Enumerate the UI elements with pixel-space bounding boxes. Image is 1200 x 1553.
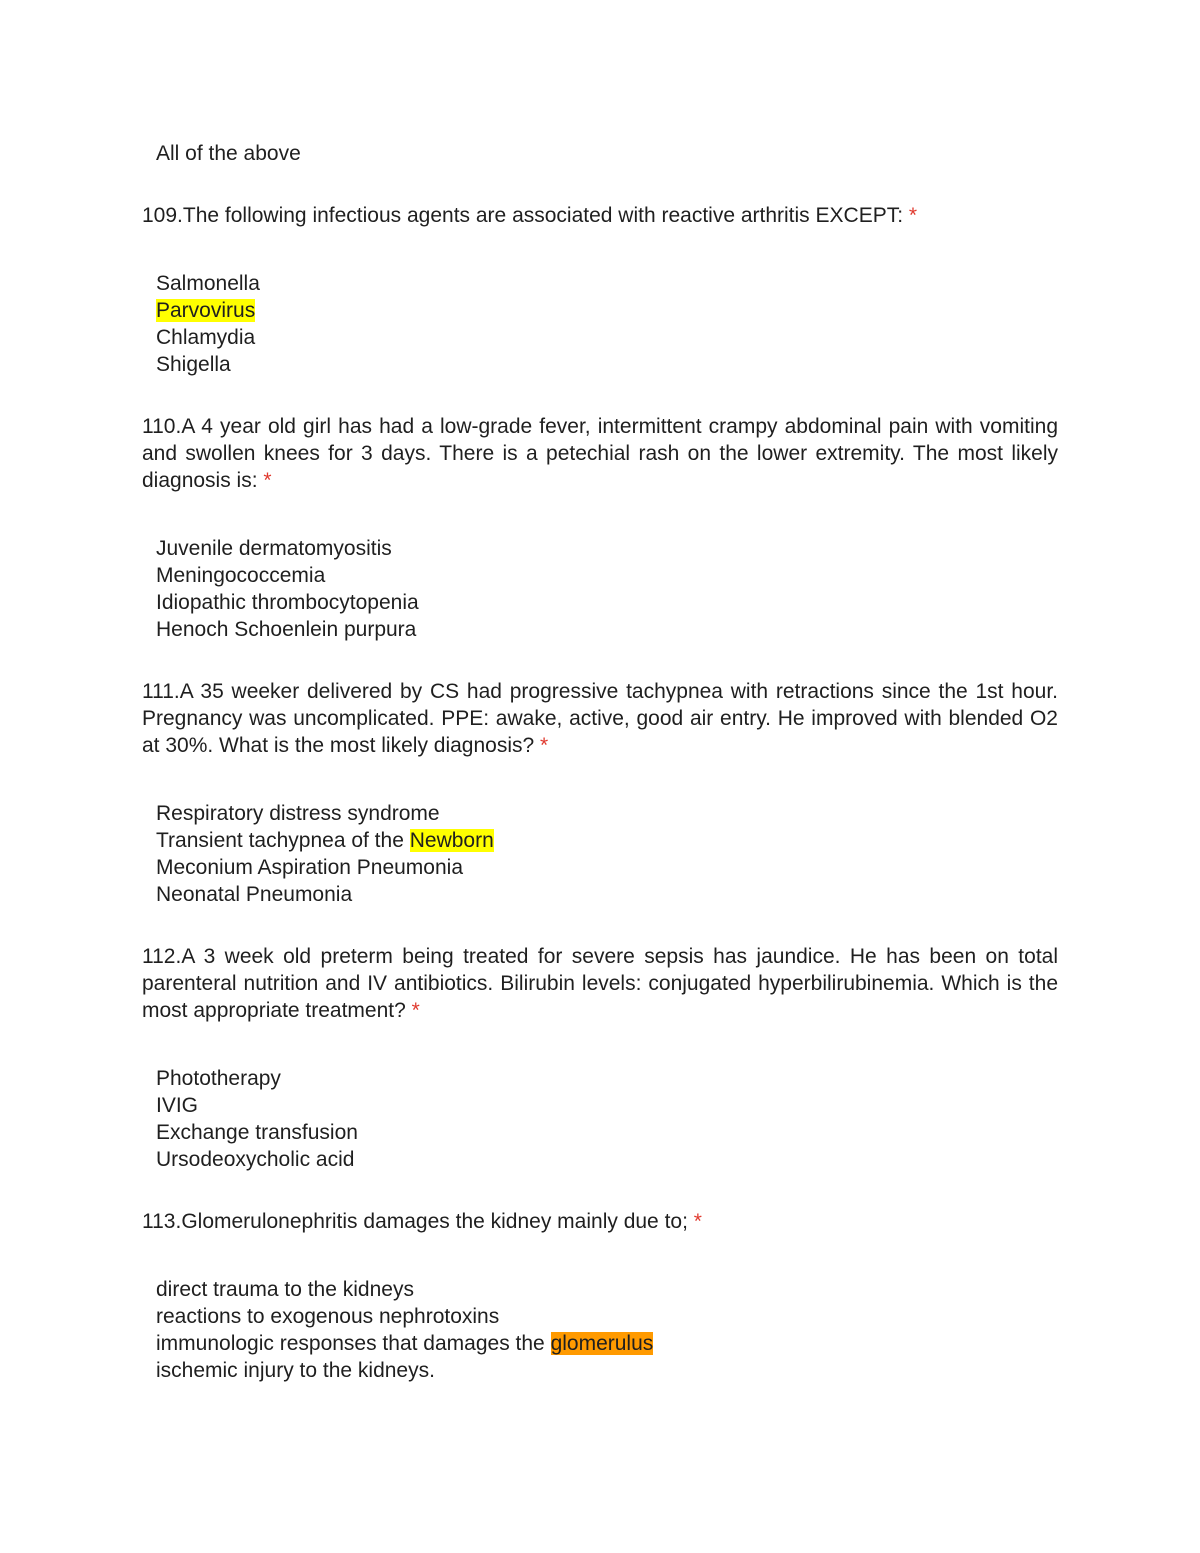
question-109 xyxy=(142,202,1058,229)
document-page xyxy=(142,140,1058,1384)
option-ursodeoxycholic-acid: Ursodeoxycholic acid xyxy=(156,1148,355,1171)
option-transient-tachypnea xyxy=(142,827,1058,854)
option-respiratory-distress-syndrome: Respiratory distress syndrome xyxy=(156,802,440,825)
option-text: Transient tachypnea of the xyxy=(156,829,410,852)
option-immunologic-responses xyxy=(142,1330,1058,1357)
highlighted-answer: Newborn xyxy=(409,829,494,852)
required-asterisk: * xyxy=(693,1210,702,1233)
option-text: immunologic responses that damages the xyxy=(156,1332,551,1355)
question-113 xyxy=(142,1208,1058,1235)
question-stem: 109.The following infectious agents are associated with reactive arthritis EXCEPT: xyxy=(142,204,909,227)
option-parvovirus xyxy=(142,297,1058,324)
option-phototherapy: Phototherapy xyxy=(156,1067,281,1090)
lead-option: All of the above xyxy=(156,142,301,165)
question-110 xyxy=(142,413,1058,494)
required-asterisk: * xyxy=(263,469,272,492)
option-neonatal-pneumonia: Neonatal Pneumonia xyxy=(156,883,353,906)
highlighted-answer: glomerulus xyxy=(550,1332,654,1355)
question-111 xyxy=(142,678,1058,759)
option-ischemic-injury: ischemic injury to the kidneys. xyxy=(156,1359,435,1382)
highlighted-answer: Parvovirus xyxy=(156,299,256,322)
question-112 xyxy=(142,943,1058,1024)
required-asterisk: * xyxy=(540,734,549,757)
question-stem: 112.A 3 week old preterm being treated for severe sepsis has jaundice. He has been on total parenteral nutrition and IV antibiotics. Bilirubin levels: conjugated hyperbilirubinemia. Which is the most appropriate treatment? xyxy=(142,945,1058,1022)
option-shigella: Shigella xyxy=(156,353,231,376)
option-exchange-transfusion: Exchange transfusion xyxy=(156,1121,358,1144)
required-asterisk: * xyxy=(908,204,918,227)
option-chlamydia: Chlamydia xyxy=(156,326,256,349)
option-meningococcemia: Meningococcemia xyxy=(156,564,326,587)
required-asterisk: * xyxy=(411,999,420,1022)
option-exogenous-nephrotoxins: reactions to exogenous nephrotoxins xyxy=(156,1305,500,1328)
option-ivig: IVIG xyxy=(156,1094,199,1117)
question-stem: 111.A 35 weeker delivered by CS had progressive tachypnea with retractions since the 1st hour. Pregnancy was uncomplicated. PPE: awake, active, good air entry. He improved with blended O2 at 30%. What is the most likely diagnosis? xyxy=(142,680,1058,757)
option-henoch-schoenlein-purpura: Henoch Schoenlein purpura xyxy=(156,618,417,641)
option-meconium-aspiration: Meconium Aspiration Pneumonia xyxy=(156,856,464,879)
option-direct-trauma: direct trauma to the kidneys xyxy=(156,1278,414,1301)
option-juvenile-dermatomyositis: Juvenile dermatomyositis xyxy=(156,537,392,560)
question-stem: 110.A 4 year old girl has had a low-grade fever, intermittent crampy abdominal pain with vomiting and swollen knees for 3 days. There is a petechial rash on the lower extremity. The most likely diagnosis is: xyxy=(142,415,1058,492)
option-idiopathic-thrombocytopenia: Idiopathic thrombocytopenia xyxy=(156,591,419,614)
option-salmonella: Salmonella xyxy=(156,272,260,295)
question-stem: 113.Glomerulonephritis damages the kidney mainly due to; xyxy=(142,1210,694,1233)
